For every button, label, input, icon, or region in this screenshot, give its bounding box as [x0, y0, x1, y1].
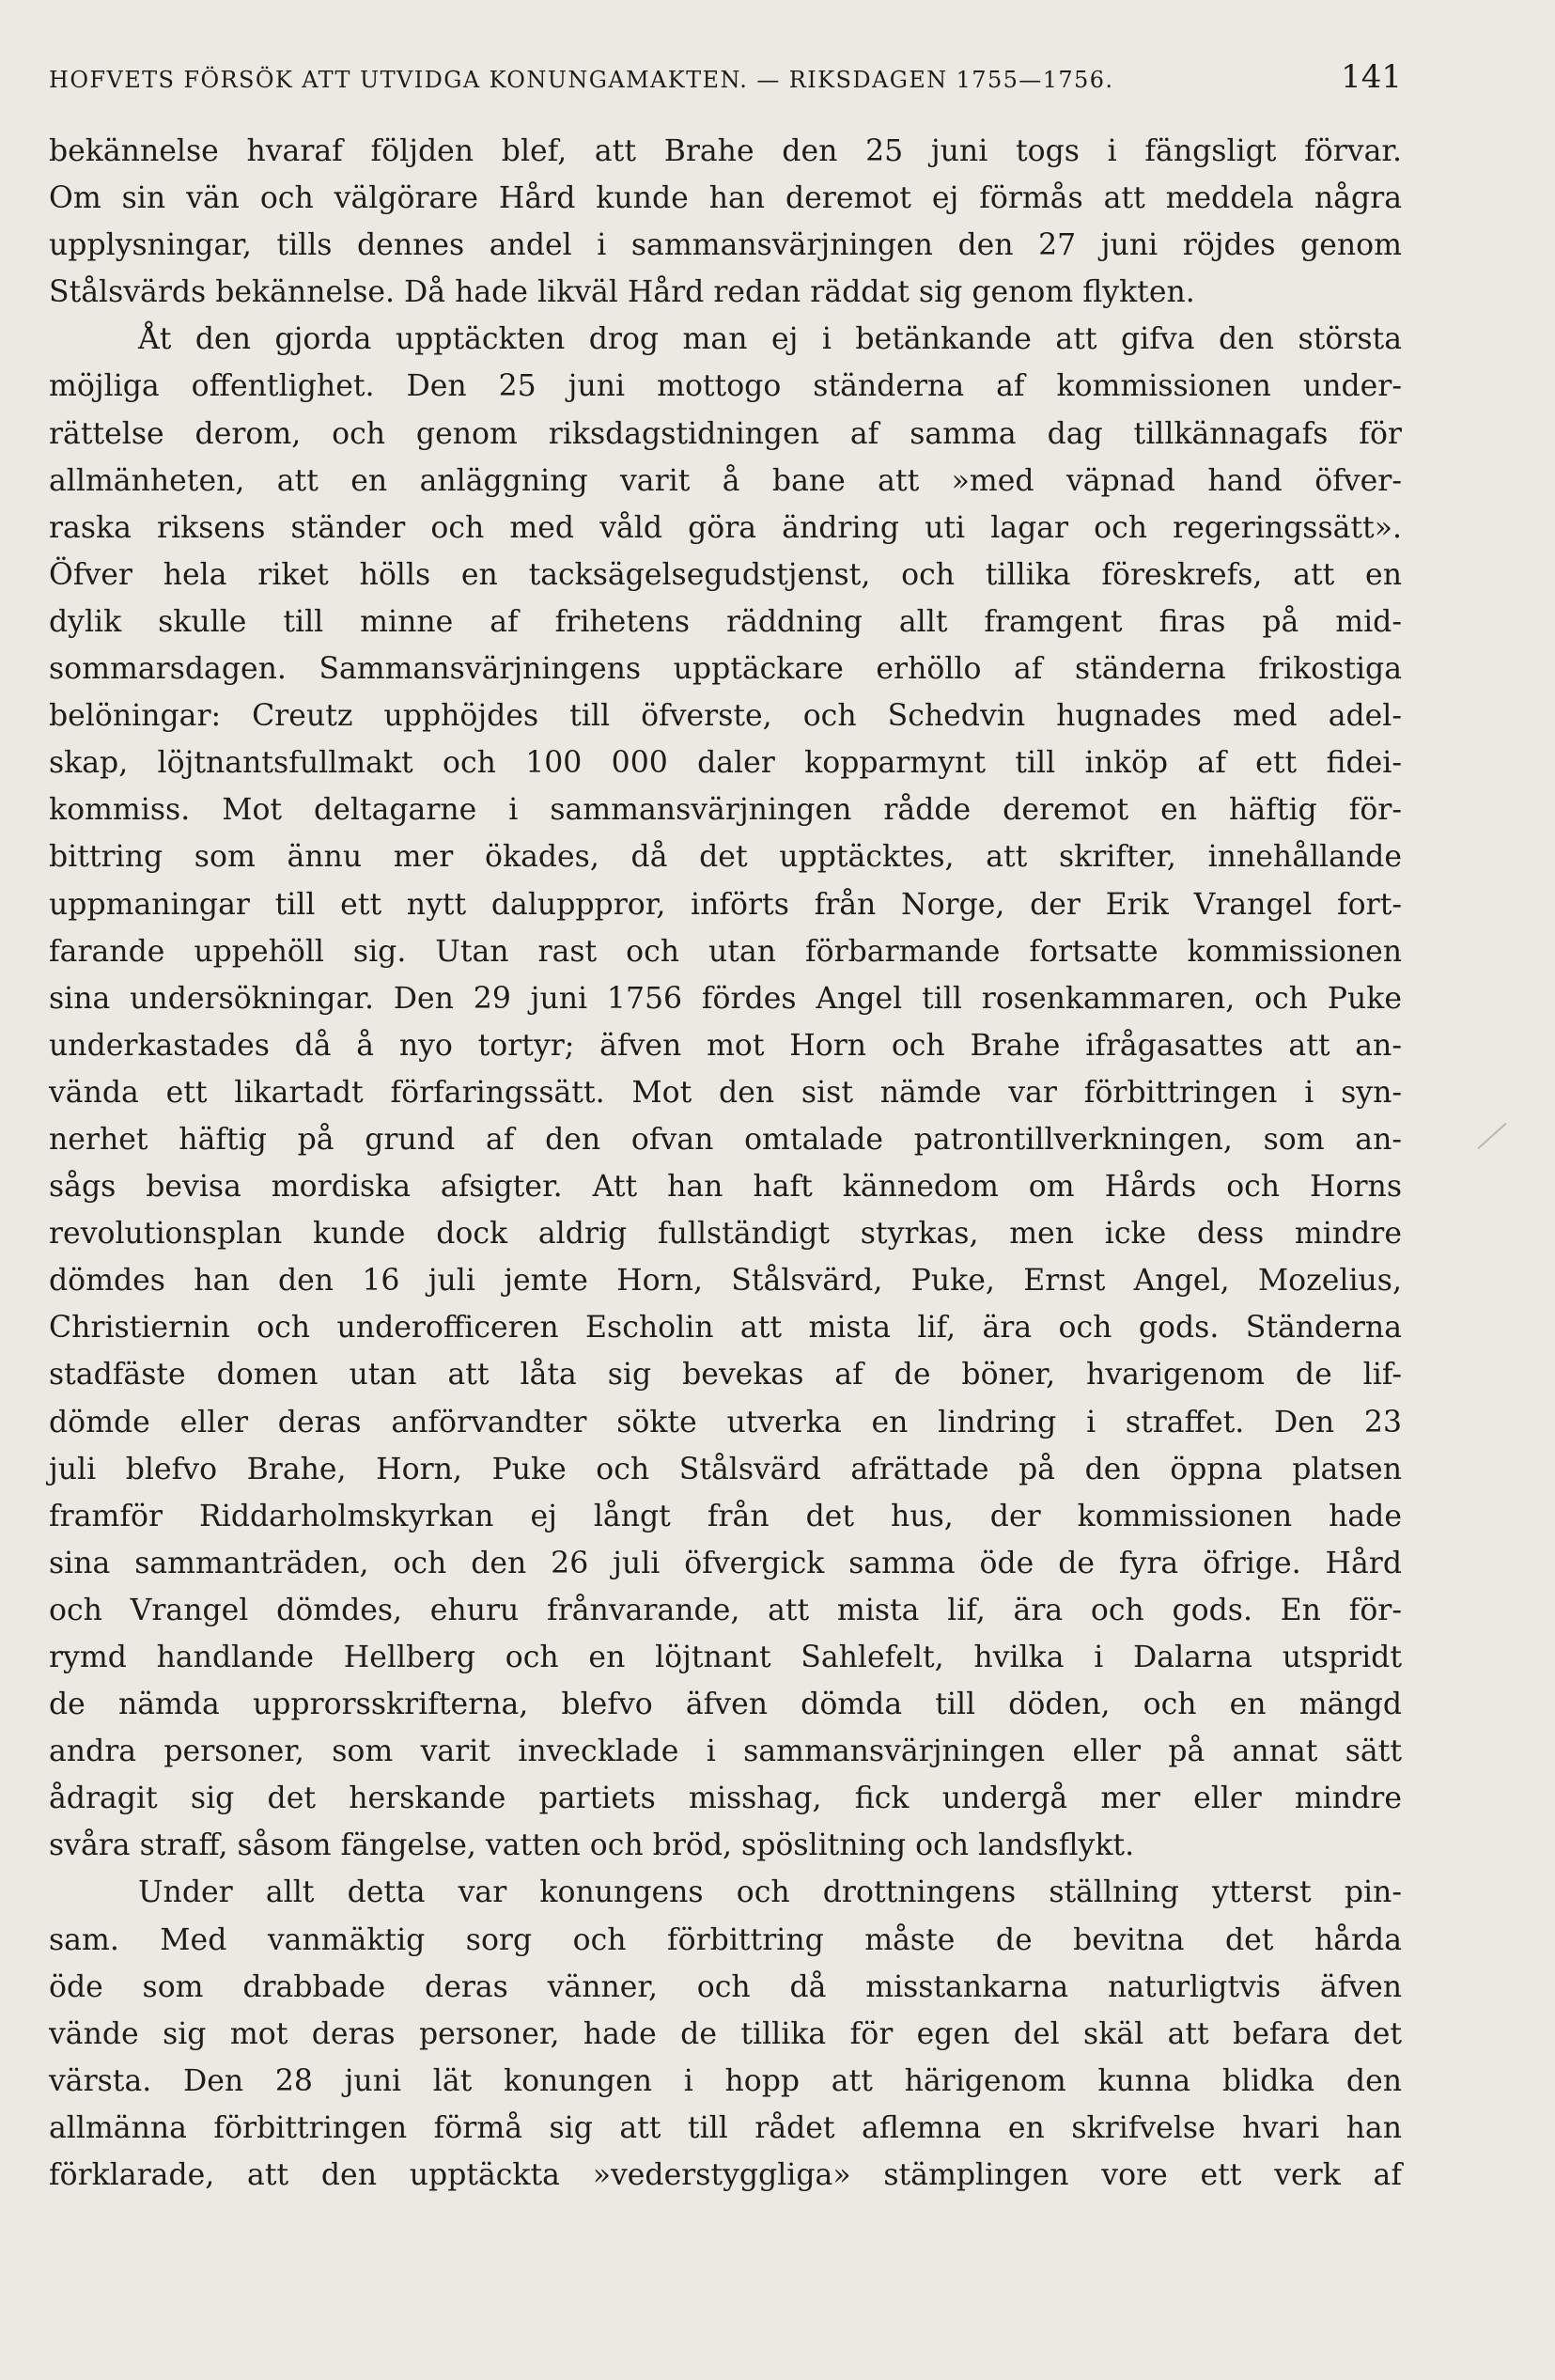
text-line: vända ett likartadt förfaringssätt. Mot den sist nämde var förbittringen i syn- [49, 1075, 1402, 1110]
text-line: framför Riddarholmskyrkan ej långt från det hus, der kommissionen hade [49, 1499, 1402, 1533]
text-line: sina sammanträden, och den 26 juli öfvergick samma öde de fyra öfrige. Hård [49, 1546, 1402, 1580]
text-line: upplysningar, tills dennes andel i sammansvärjningen den 27 juni röjdes genom [49, 228, 1402, 263]
text-line: dömdes han den 16 juli jemte Horn, Stålsvärd, Puke, Ernst Angel, Mozelius, [49, 1264, 1402, 1299]
text-line: uppmaningar till ett nytt dalupppror, införts från Norge, der Erik Vrangel fort- [49, 887, 1402, 922]
text-line: dylik skulle till minne af frihetens räddning allt framgent firas på mid- [49, 604, 1402, 639]
text-line: allmänna förbittringen förmå sig att till rådet aflemna en skrifvelse hvari han [49, 2110, 1402, 2145]
text-line: Öfver hela riket hölls en tacksägelsegudstjenst, och tillika föreskrefs, att en [49, 557, 1402, 592]
text-line: skap, löjtnantsfullmakt och 100 000 daler kopparmynt till inköp af ett fidei- [49, 746, 1402, 781]
text-line: Christiernin och underofficeren Escholin att mista lif, ära och gods. Ständerna [49, 1311, 1402, 1346]
text-line: ådragit sig det herskande partiets misshag, fick undergå mer eller mindre [49, 1781, 1402, 1816]
body-text [49, 128, 1402, 2199]
text-line: rymd handlande Hellberg och en löjtnant Sahlefelt, hvilka i Dalarna utspridt [49, 1641, 1402, 1674]
text-line: bittring som ännu mer ökades, då det upptäcktes, att skrifter, innehållande [49, 840, 1402, 875]
text-line: juli blefvo Brahe, Horn, Puke och Stålsvärd afrättade på den öppna platsen [49, 1452, 1402, 1486]
text-line: bekännelse hvaraf följden blef, att Brahe den 25 juni togs i fängsligt förvar. [49, 134, 1402, 168]
text-line: rättelse derom, och genom riksdagstidningen af samma dag tillkännagafs för [49, 416, 1402, 451]
text-line: allmänheten, att en anläggning varit å bane att »med väpnad hand öfver- [49, 463, 1402, 498]
text-line: underkastades då å nyo tortyr; äfven mot Horn och Brahe ifrågasattes att an- [49, 1028, 1402, 1063]
text-line: svåra straff, såsom fängelse, vatten och bröd, spöslitning och landsflykt. [49, 1828, 1135, 1863]
text-line: Stålsvärds bekännelse. Då hade likväl Hård redan räddat sig genom flykten. [49, 275, 1195, 310]
text-line: sina undersökningar. Den 29 juni 1756 fördes Angel till rosenkammaren, och Puke [49, 981, 1402, 1016]
text-line: Åt den gjorda upptäckten drog man ej i betänkande att gifva den största [138, 322, 1402, 357]
text-line: sommarsdagen. Sammansvärjningens upptäckare erhöllo af ständerna frikostiga [49, 652, 1402, 687]
page-number: 141 [1341, 58, 1402, 96]
text-line: värsta. Den 28 juni lät konungen i hopp att härigenom kunna blidka den [49, 2063, 1402, 2098]
text-line: sågs bevisa mordiska afsigter. Att han haft kännedom om Hårds och Horns [49, 1170, 1402, 1205]
text-line: belöningar: Creutz upphöjdes till öfverste, och Schedvin hugnades med adel- [49, 699, 1402, 734]
text-line: stadfäste domen utan att låta sig bevekas af de böner, hvarigenom de lif- [49, 1358, 1402, 1392]
margin-pencil-mark [1477, 1123, 1506, 1149]
text-line: Under allt detta var konungens och drottningens ställning ytterst pin- [138, 1875, 1402, 1910]
running-head [49, 58, 1402, 105]
text-line: förklarade, att den upptäckta »vederstyggliga» stämplingen vore ett verk af [49, 2158, 1402, 2193]
text-line: de nämda upprorsskrifterna, blefvo äfven dömda till döden, och en mängd [49, 1688, 1402, 1722]
text-line: möjliga offentlighet. Den 25 juni mottogo ständerna af kommissionen under- [49, 369, 1402, 404]
text-line: öde som drabbade deras vänner, och då misstankarna naturligtvis äfven [49, 1969, 1402, 2004]
text-line: raska riksens ständer och med våld göra ändring uti lagar och regeringssätt». [49, 510, 1402, 545]
text-line: och Vrangel dömdes, ehuru frånvarande, att mista lif, ära och gods. En för- [49, 1593, 1402, 1627]
text-line: andra personer, som varit invecklade i sammansvärjningen eller på annat sätt [49, 1734, 1402, 1769]
text-line: vände sig mot deras personer, hade de tillika för egen del skäl att befara det [49, 2016, 1402, 2051]
text-line: farande uppehöll sig. Utan rast och utan förbarmande fortsatte kommissionen [49, 934, 1402, 969]
text-line: Om sin vän och välgörare Hård kunde han deremot ej förmås att meddela några [49, 181, 1402, 216]
chapter-title: HOFVETS FÖRSÖK ATT UTVIDGA KONUNGAMAKTEN. — RIKSDAGEN 1755—1756. [49, 67, 1114, 93]
text-line: revolutionsplan kunde dock aldrig fullständigt styrkas, men icke dess mindre [49, 1217, 1402, 1252]
text-line: dömde eller deras anförvandter sökte utverka en lindring i straffet. Den 23 [49, 1405, 1402, 1439]
text-line: sam. Med vanmäktig sorg och förbittring måste de bevitna det hårda [49, 1922, 1402, 1957]
text-line: kommiss. Mot deltagarne i sammansvärjningen rådde deremot en häftig för- [49, 793, 1402, 828]
text-line: nerhet häftig på grund af den ofvan omtalade patrontillverkningen, som an- [49, 1122, 1402, 1157]
